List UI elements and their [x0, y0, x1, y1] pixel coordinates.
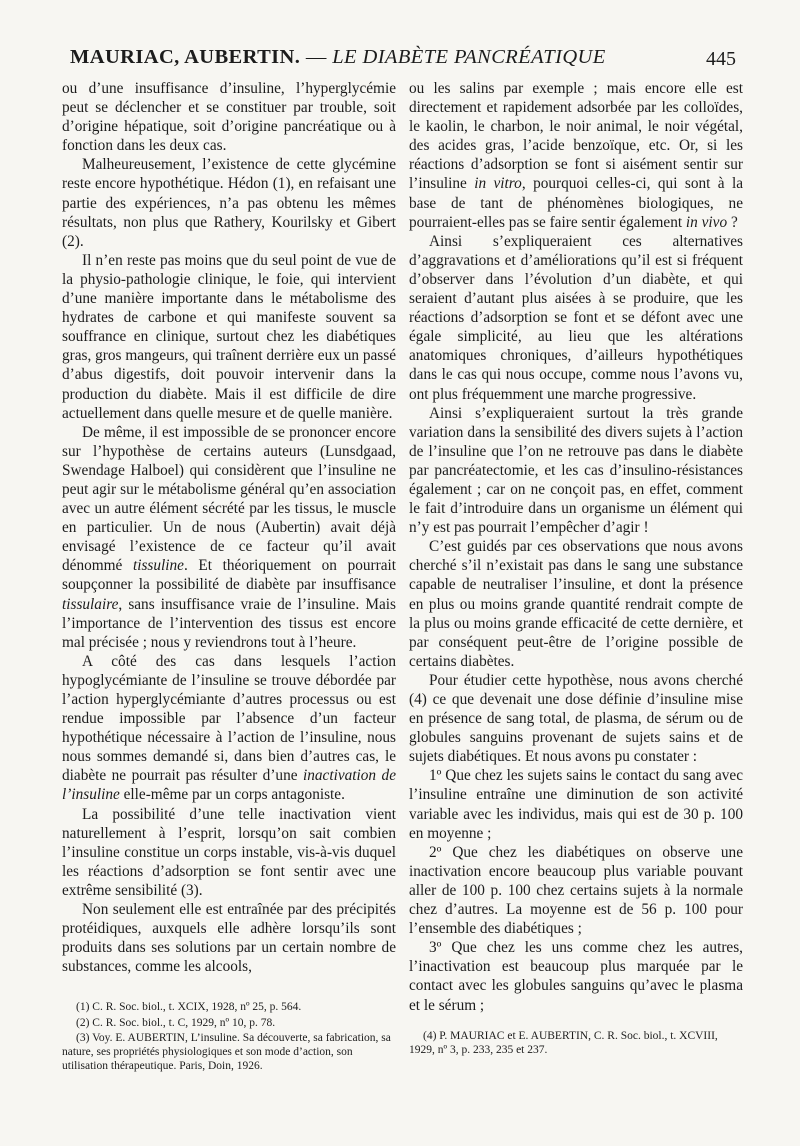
footnote: (2) C. R. Soc. biol., t. C, 1929, nº 10, p. 78. — [76, 1016, 276, 1029]
running-header — [62, 46, 742, 76]
page-number: 445 — [706, 48, 736, 70]
paragraph: Ainsi s’expliqueraient ces alternatives d’aggravations et d’améliorations qu’il est si fréquent d’observer dans l’évolution d’un diabète, et qui seraient d’autant plus aisées à se produire, que les réactions d’adsorption se font et se défont avec une égale simplicité, au lieu que les altérations anatomiques chroniques, d’ailleurs hypothétiques dans le cas qui nous occupe, comme nous l’avons vu, ont plus fréquemment une marche progressive. — [409, 232, 743, 403]
paragraph — [62, 652, 396, 805]
paragraph: Non seulement elle est entraînée par des précipités protéidiques, auxquels elle adhère lorsqu’ils sont produits dans ses solutions par un certain nombre de substances, comme les alcools, — [62, 901, 396, 976]
paragraph: Il n’en reste pas moins que du seul point de vue de la physio-pathologie clinique, le foie, qui intervient d’une manière importante dans le métabolisme des hydrates de carbone et qui manifeste souvent sa souffrance en clinique, surtout chez les diabétiques gras, gros mangeurs, qui traînent derrière eux un passé d’abus digestifs, doit pouvoir intervenir dans la production du diabète. Mais il est difficile de dire actuellement dans quelle mesure et de quelle manière. — [62, 251, 396, 422]
text-run: De même, il est impossible de se prononcer encore sur l’hypothèse de certains auteurs (Lunsdgaad, Swendage Halboel) qui considèrent que l’insuline ne peut agir sur le métabolisme général qu’en association avec un autre élément sécrété par les tissus, le muscle en particulier. Un de nous (Aubertin) avait déjà envisagé l’existence de ce facteur qu’il avait dénommé — [62, 423, 396, 575]
footnotes — [62, 1000, 396, 1073]
paragraph: 1º Que chez les sujets sains le contact du sang avec l’insuline entraîne une diminution de son activité variable avec les individus, mais qui est de 30 p. 100 en moyenne ; — [409, 767, 743, 842]
footnote: (1) C. R. Soc. biol., t. XCIX, 1928, nº 25, p. 564. — [76, 1001, 302, 1014]
header-title: LE DIABÈTE PANCRÉATIQUE — [332, 46, 606, 68]
term-in-vivo: in vivo — [685, 213, 728, 231]
right-column — [409, 79, 743, 1058]
text-run: , pourquoi celles-ci, qui sont à la base de tant de phénomènes biologiques, ne pourraient-elles pas se faire sentir également — [409, 175, 744, 231]
paragraph: 3º Que chez les uns comme chez les autres, l’inactivation est beaucoup plus marquée par le contact avec les globules sanguins qu’avec le plasma et le sérum ; — [409, 939, 743, 1014]
footnotes — [409, 1029, 743, 1057]
header-authors: MAURIAC, AUBERTIN. — [70, 46, 301, 68]
paragraph: ou d’une insuffisance d’insuline, l’hyperglycémie peut se déclencher et se constituer par trouble, soit d’origine hépatique, soit d’origine pancréatique ou à fonction dans les deux cas. — [62, 80, 396, 155]
paragraph: La possibilité d’une telle inactivation vient naturellement à l’esprit, lorsqu’on sait combien l’insuline constitue un corps instable, vis-à-vis duquel les réactions d’adsorption se font sentir avec une extrême sensibilité (3). — [62, 805, 396, 899]
left-column — [62, 79, 396, 1074]
header-separator: — — [300, 46, 333, 68]
term-tissulaire: tissulaire — [62, 595, 119, 613]
footnote: (3) Voy. E. AUBERTIN, L’insuline. Sa découverte, sa fabrication, sa nature, ses propriétés physiologiques et son mode d’action, son utilisation thérapeutique. Paris, Doin, 1926. — [62, 1031, 391, 1073]
term-in-vitro: in vitro — [474, 175, 522, 193]
paragraph: Ainsi s’expliqueraient surtout la très grande variation dans la sensibilité des divers sujets à l’action de l’insuline que l’on ne retrouve pas dans le diabète par pancréatectomie, et les cas d’insulino-résistances également ; car on ne conçoit pas, en effet, comment le fait d’introduire dans un organisme un élément qui n’y est pas pourrait l’empêcher d’agir ! — [409, 404, 743, 537]
paragraph — [409, 79, 743, 232]
paragraph — [62, 423, 396, 652]
text-run: ou les salins par exemple ; mais encore elle est directement et rapidement adsorbée par les colloïdes, le kaolin, le charbon, le noir animal, le noir végétal, des acides gras, l’acide benzoïque, etc. Or, si les réactions d’adsorption se font si aisément sentir sur l’insuline — [409, 80, 743, 193]
running-title — [70, 46, 606, 69]
paragraph: 2º Que chez les diabétiques on observe une inactivation encore beaucoup plus variable pouvant aller de 100 p. 100 chez certains sujets à la normale chez d’autres. La moyenne est de 56 p. 100 pour l’ensemble des diabétiques ; — [409, 843, 743, 938]
paragraph: C’est guidés par ces observations que nous avons cherché s’il n’existait pas dans le sang une substance capable de neutraliser l’insuline, et dont la présence en plus ou moins grande quantité rendrait compte de la plus ou moins grande efficacité de cette dernière, et par conséquent peut-être de l’origine possible de certains diabètes. — [409, 538, 743, 670]
term-inactivation: inactivation de l’insuline — [62, 767, 396, 804]
footnote: (4) P. MAURIAC et E. AUBERTIN, C. R. Soc. biol., t. XCVIII, 1929, nº 3, p. 233, 235 et 237. — [409, 1029, 718, 1056]
text-run: elle-même par un corps antagoniste. — [119, 786, 345, 804]
text-run: A côté des cas dans lesquels l’action hypoglycémiante de l’insuline se trouve débordée par l’action hyperglycémiante d’autres processus ou est rendue impossible par l’absence d’un facteur hypothétique nécessaire à l’action de l’insuline, nous nous sommes demandé si, dans bien d’autres cas, le diabète ne pourrait pas résulter d’une — [62, 652, 396, 785]
text-run: ? — [727, 213, 738, 231]
text-run: , sans insuffisance vraie de l’insuline. Mais l’importance de l’intervention des tissus est encore mal précisée ; nous y reviendrons tout à l’heure. — [62, 595, 396, 651]
text-run: . Et théoriquement on pourrait soupçonner la possibilité de diabète par insuffisance — [62, 557, 396, 594]
paragraph: Malheureusement, l’existence de cette glycémine reste encore hypothétique. Hédon (1), en refaisant une partie des expériences, n’a pas obtenu les mêmes résultats, non plus que Rathery, Kourilsky et Gibert (2). — [62, 156, 396, 250]
paragraph: Pour étudier cette hypothèse, nous avons cherché (4) ce que devenait une dose définie d’insuline mise en présence de sang total, de plasma, de sérum ou de globules sanguins provenant de sujets sains et de sujets diabétiques. Et nous avons pu constater : — [409, 671, 743, 766]
term-tissuline: tissuline — [132, 557, 184, 575]
